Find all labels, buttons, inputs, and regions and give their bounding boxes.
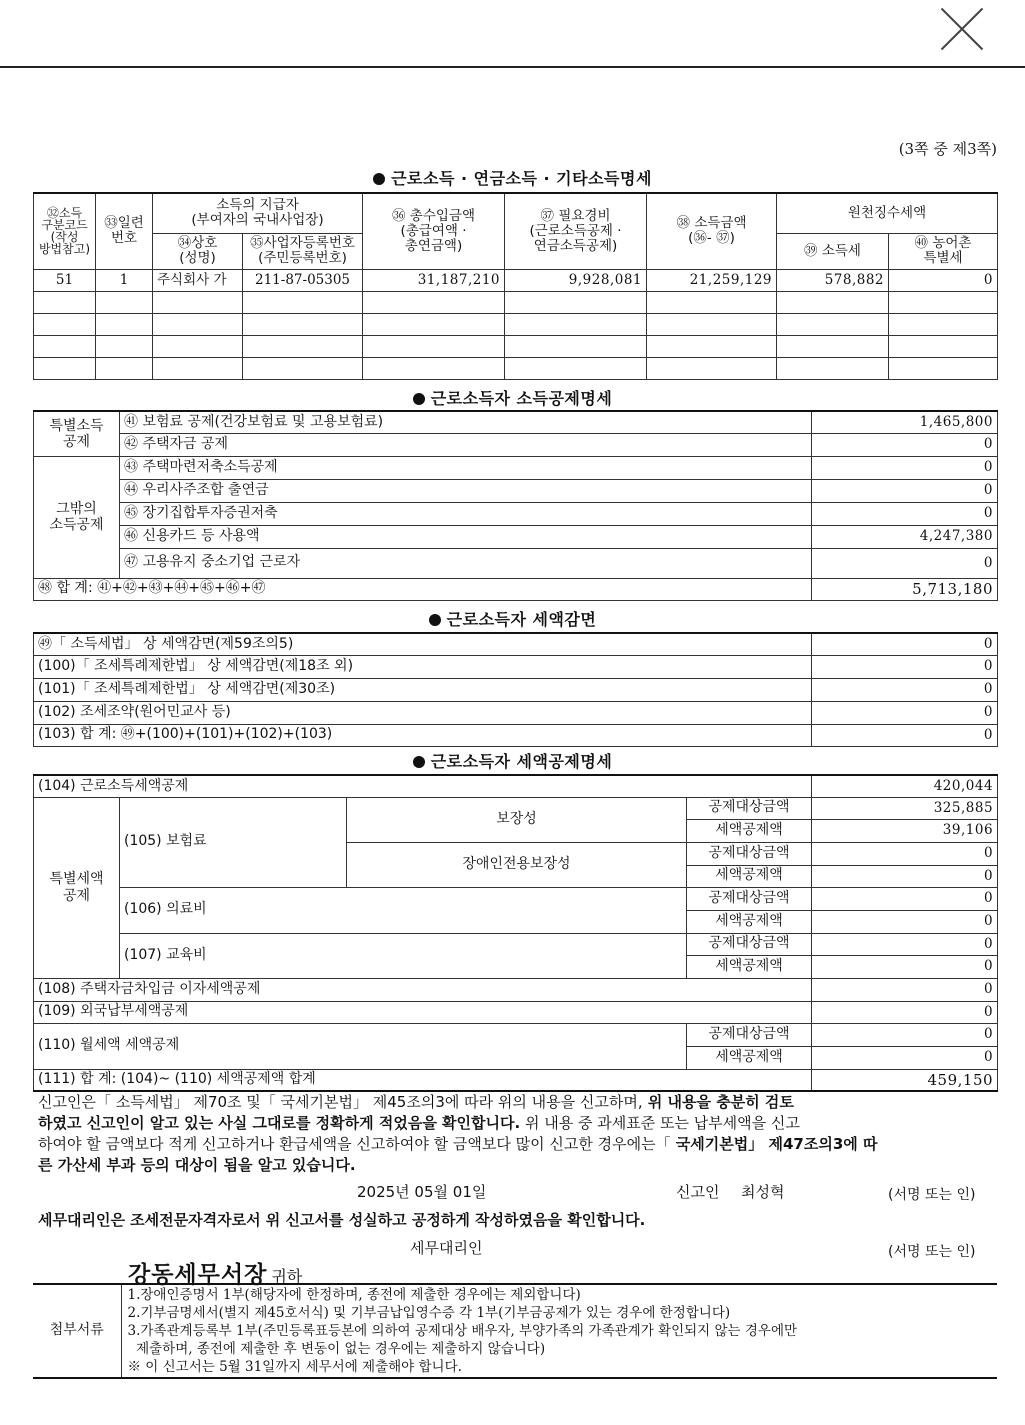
attachments-label: 첨부서류 <box>33 1284 121 1378</box>
cell-name: 주식회사 가 <box>153 269 243 291</box>
target-label: 공제대상금액 <box>687 1023 812 1046</box>
table-row <box>34 313 998 335</box>
declaration-date: 2025년 05월 01일 <box>357 1183 487 1201</box>
earned-income-credit-label: (104) 근로소득세액공제 <box>34 775 812 797</box>
credit-label: 세액공제액 <box>687 955 812 978</box>
item-value: 4,247,380 <box>812 525 998 548</box>
reduction-total-value: 0 <box>812 724 998 746</box>
declarant-name: 최성혁 <box>741 1183 785 1201</box>
col-income-code: ㉜소득 구분코드 (작성 방법참고) <box>34 193 96 269</box>
item-label: ㊻ 신용카드 등 사용액 <box>120 525 812 548</box>
cell-income-tax: 578,882 <box>777 269 889 291</box>
insurance-label: (105) 보험료 <box>120 797 347 887</box>
rent-credit-value: 0 <box>812 1046 998 1069</box>
cell-regno: 211-87-05305 <box>243 269 363 291</box>
tax-office-name: 강동세무서장 <box>128 1262 268 1288</box>
cell-expense: 9,928,081 <box>505 269 647 291</box>
education-target-value: 0 <box>812 933 998 955</box>
declaration-text: 신고인은「 소득세법」 제70조 및「 국세기본법」 제45조의3에 따라 위의 내용을 신고하며, 위 내용을 충분히 검토 하였고 신고인이 알고 있는 사실 그대로를 정확하게 적었음을 확인합니다. 위 내용 중 과세표준 또는 납부세액을 신고 하여야 할 금액보다 적게 신고하거나 환급세액을 신고하여야 할 금액보다 많이 신고한 경우에는「 국세기본법」 제47조의3에 따 른 가산세 부과 등의 대상이 됨을 알고 있습니다. <box>38 1093 878 1174</box>
disabled-coverage-label: 장애인전용보장성 <box>347 842 687 887</box>
signature-note: (서명 또는 인) <box>888 1187 976 1203</box>
col-serial: ㉝일련 번호 <box>96 193 153 269</box>
target-label: 공제대상금액 <box>687 797 812 819</box>
item-value: 1,465,800 <box>812 411 998 433</box>
tax-reduction-table <box>33 632 998 747</box>
close-icon[interactable] <box>939 6 985 52</box>
credit-label: 세액공제액 <box>687 819 812 842</box>
section2-title: 근로소득자 소득공제명세 <box>0 386 1025 409</box>
target-label: 공제대상금액 <box>687 887 812 910</box>
col-withholding: 원천징수세액 <box>777 193 998 233</box>
section3-title: 근로소득자 세액감면 <box>0 607 1025 630</box>
viewer-toolbar <box>0 0 1025 68</box>
item-label: ㊺ 장기집합투자증권저축 <box>120 502 812 525</box>
cell-total-income: 31,187,210 <box>363 269 505 291</box>
agent-label: 세무대리인 <box>410 1239 483 1257</box>
attachments-list <box>121 1284 997 1378</box>
foreign-credit-label: (109) 외국납부세액공제 <box>34 1001 812 1023</box>
medical-label: (106) 의료비 <box>120 887 687 933</box>
item-value: 0 <box>812 655 998 678</box>
credit-label: 세액공제액 <box>687 865 812 887</box>
section1-title: 근로소득 · 연금소득 · 기타소득명세 <box>0 166 1025 189</box>
item-label: (101)「 조세특례제한법」 상 세액감면(제30조) <box>34 678 812 701</box>
cell-serial: 1 <box>96 269 153 291</box>
section4-title: 근로소득자 세액공제명세 <box>0 749 1025 772</box>
agent-signature-note: (서명 또는 인) <box>888 1244 976 1260</box>
recipient-suffix: 귀하 <box>271 1267 303 1286</box>
attachment-item: 2.기부금명세서(별지 제45호서식) 및 기부금납입영수증 각 1부(기부금공제가 있는 경우에 한정합니다) <box>127 1305 731 1321</box>
item-value: 0 <box>812 633 998 655</box>
col-rural-tax: ㊵ 농어촌 특별세 <box>889 233 998 269</box>
col-payer: 소득의 지급자 (부여자의 국내사업장) <box>153 193 363 233</box>
agent-statement: 세무대리인은 조세전문자격자로서 위 신고서를 성실하고 공정하게 작성하였음을 확인합니다. <box>38 1211 646 1229</box>
item-label: ㊹ 우리사주조합 출연금 <box>120 479 812 502</box>
attachment-item: 제출하며, 종전에 제출한 후 변동이 없는 경우에는 제출하지 않습니다) <box>127 1341 546 1357</box>
bullet-icon <box>429 614 441 626</box>
page-count: (3쪽 중 제3쪽) <box>898 140 997 158</box>
credit-total-value: 459,150 <box>812 1069 998 1091</box>
col-name: ㉞상호 (성명) <box>153 233 243 269</box>
education-credit-value: 0 <box>812 955 998 978</box>
item-label: ㊶ 보험료 공제(건강보험료 및 고용보험료) <box>120 411 812 433</box>
item-value: 0 <box>812 701 998 724</box>
cell-code: 51 <box>34 269 96 291</box>
bullet-icon <box>413 393 425 405</box>
item-value: 0 <box>812 678 998 701</box>
special-income-deduction-label: 특별소득 공제 <box>34 411 120 456</box>
target-label: 공제대상금액 <box>687 842 812 865</box>
item-value: 0 <box>812 433 998 456</box>
col-income-amount: ㊳ 소득금액 (㊱- ㊲) <box>647 193 777 269</box>
item-value: 0 <box>812 479 998 502</box>
earned-income-credit-value: 420,044 <box>812 775 998 797</box>
rent-target-value: 0 <box>812 1023 998 1046</box>
item-label: ㊸ 주택마련저축소득공제 <box>120 456 812 479</box>
cell-income-amount: 21,259,129 <box>647 269 777 291</box>
item-label: (102) 조세조약(원어민교사 등) <box>34 701 812 724</box>
income-deduction-table <box>33 410 998 601</box>
disabled-target-value: 0 <box>812 842 998 865</box>
cell-rural-tax: 0 <box>889 269 998 291</box>
table-row <box>34 357 998 379</box>
table-row <box>34 269 998 291</box>
credit-total-label: (111) 합 계: (104)~ (110) 세액공제액 합계 <box>34 1069 812 1091</box>
declarant-label: 신고인 <box>676 1183 720 1201</box>
attachments-table <box>33 1283 997 1379</box>
coverage-label: 보장성 <box>347 797 687 842</box>
medical-target-value: 0 <box>812 887 998 910</box>
attachment-note: ※ 이 신고서는 5월 31일까지 세무서에 제출해야 합니다. <box>127 1359 462 1375</box>
table-row <box>34 291 998 313</box>
other-income-deduction-label: 그밖의 소득공제 <box>34 456 120 578</box>
deduction-total-value: 5,713,180 <box>812 578 998 600</box>
bullet-icon <box>413 756 425 768</box>
income-table <box>33 192 998 380</box>
col-income-tax: ㊴ 소득세 <box>777 233 889 269</box>
item-value: 0 <box>812 456 998 479</box>
bullet-icon <box>373 173 385 185</box>
attachment-item: 1.장애인증명서 1부(해당자에 한정하며, 종전에 제출한 경우에는 제외합니다) <box>127 1287 581 1303</box>
credit-label: 세액공제액 <box>687 1046 812 1069</box>
table-row <box>34 335 998 357</box>
medical-credit-value: 0 <box>812 910 998 933</box>
item-value: 0 <box>812 502 998 525</box>
education-label: (107) 교육비 <box>120 933 687 978</box>
special-tax-credit-label: 특별세액 공제 <box>34 797 120 978</box>
housing-credit-value: 0 <box>812 978 998 1001</box>
item-label: ㊷ 주택자금 공제 <box>120 433 812 456</box>
coverage-target-value: 325,885 <box>812 797 998 819</box>
foreign-credit-value: 0 <box>812 1001 998 1023</box>
housing-credit-label: (108) 주택자금차입금 이자세액공제 <box>34 978 812 1001</box>
deduction-total-label: ㊽ 합 계: ㊶+㊷+㊸+㊹+㊺+㊻+㊼ <box>34 578 812 600</box>
item-label: (100)「 조세특례제한법」 상 세액감면(제18조 외) <box>34 655 812 678</box>
item-label: ㊼ 고용유지 중소기업 근로자 <box>120 548 812 578</box>
col-expense: ㊲ 필요경비 (근로소득공제 · 연금소득공제) <box>505 193 647 269</box>
rent-credit-label: (110) 월세액 세액공제 <box>34 1023 687 1069</box>
col-total-income: ㊱ 총수입금액 (총급여액 · 총연금액) <box>363 193 505 269</box>
disabled-credit-value: 0 <box>812 865 998 887</box>
item-label: ㊾「 소득세법」 상 세액감면(제59조의5) <box>34 633 812 655</box>
coverage-credit-value: 39,106 <box>812 819 998 842</box>
target-label: 공제대상금액 <box>687 933 812 955</box>
tax-credit-table <box>33 774 998 1092</box>
item-value: 0 <box>812 548 998 578</box>
credit-label: 세액공제액 <box>687 910 812 933</box>
col-regno: ㉟사업자등록번호 (주민등록번호) <box>243 233 363 269</box>
reduction-total-label: (103) 합 계: ㊾+(100)+(101)+(102)+(103) <box>34 724 812 746</box>
attachment-item: 3.가족관계등록부 1부(주민등록표등본에 의하여 공제대상 배우자, 부양가족의 가족관계가 확인되지 않는 경우에만 <box>127 1323 798 1339</box>
